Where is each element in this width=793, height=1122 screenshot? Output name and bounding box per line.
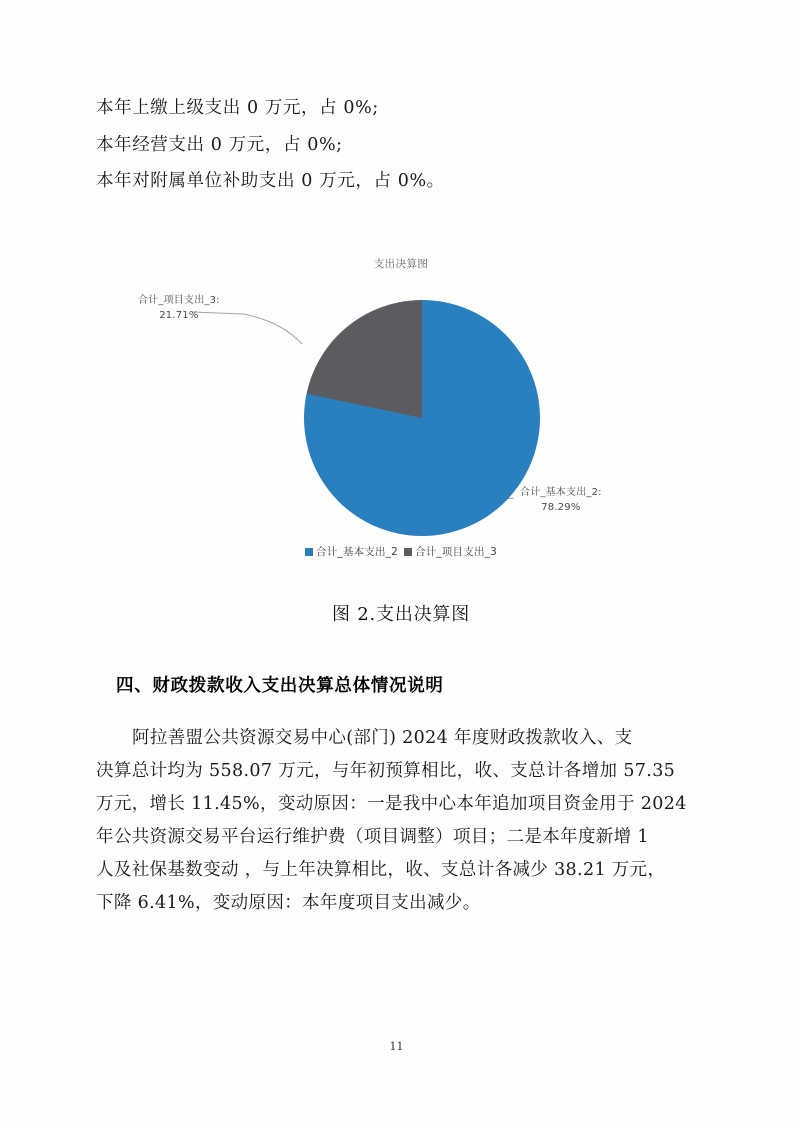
paragraph-line-5: 人及社保基数变动 ，与上年决算相比，收、支总计各减少 38.21 万元， [96,860,666,880]
slice-label-basic-value: 78.29% [541,501,581,513]
paragraph-line-2: 决算总计均为 558.07 万元，与年初预算相比，收、支总计各增加 57.35 [96,761,676,781]
legend-swatch-icon [404,548,412,556]
legend-item-project [402,544,499,559]
paragraph-line-4: 年公共资源交易平台运行维护费（项目调整）项目；二是本年度新增 1 [96,827,649,847]
chart-title: 支出决算图 [373,258,429,270]
slice-label-project-name: 合计_项目支出_3: [138,295,220,306]
figure-caption: 图 2.支出决算图 [331,604,471,625]
legend-swatch-icon [305,548,313,556]
legend-label-project: 合计_项目支出_3 [415,546,497,558]
intro-line-1: 本年上缴上级支出 0 万元，占 0%; [96,98,379,118]
paragraph-line-6: 下降 6.41%，变动原因：本年度项目支出减少。 [96,893,481,913]
page-number: 11 [389,1040,404,1053]
intro-line-3: 本年对附属单位补助支出 0 万元，占 0%。 [96,171,445,191]
paragraph-line-3: 万元，增长 11.45%，变动原因：一是我中心本年追加项目资金用于 2024 [96,794,687,814]
legend-item-basic [303,544,400,559]
pie-slices [304,300,540,536]
section-heading: 四、财政拨款收入支出决算总体情况说明 [116,676,444,696]
paragraph-line-1: 阿拉善盟公共资源交易中心(部门) 2024 年度财政拨款收入、支 [132,728,633,748]
intro-line-2: 本年经营支出 0 万元，占 0%; [96,134,343,155]
slice-label-basic-expenditure [520,486,602,515]
slice-label-project-expenditure [138,294,220,323]
intro-paragraph-block [96,100,706,210]
chart-legend [96,544,706,559]
legend-label-basic: 合计_基本支出_2 [316,546,398,558]
slice-label-basic-name: 合计_基本支出_2: [520,487,602,498]
slice-label-project-value: 21.71% [159,309,199,321]
pie-wrap [304,300,540,536]
section-paragraph [96,722,708,920]
expenditure-pie-chart [96,244,706,584]
